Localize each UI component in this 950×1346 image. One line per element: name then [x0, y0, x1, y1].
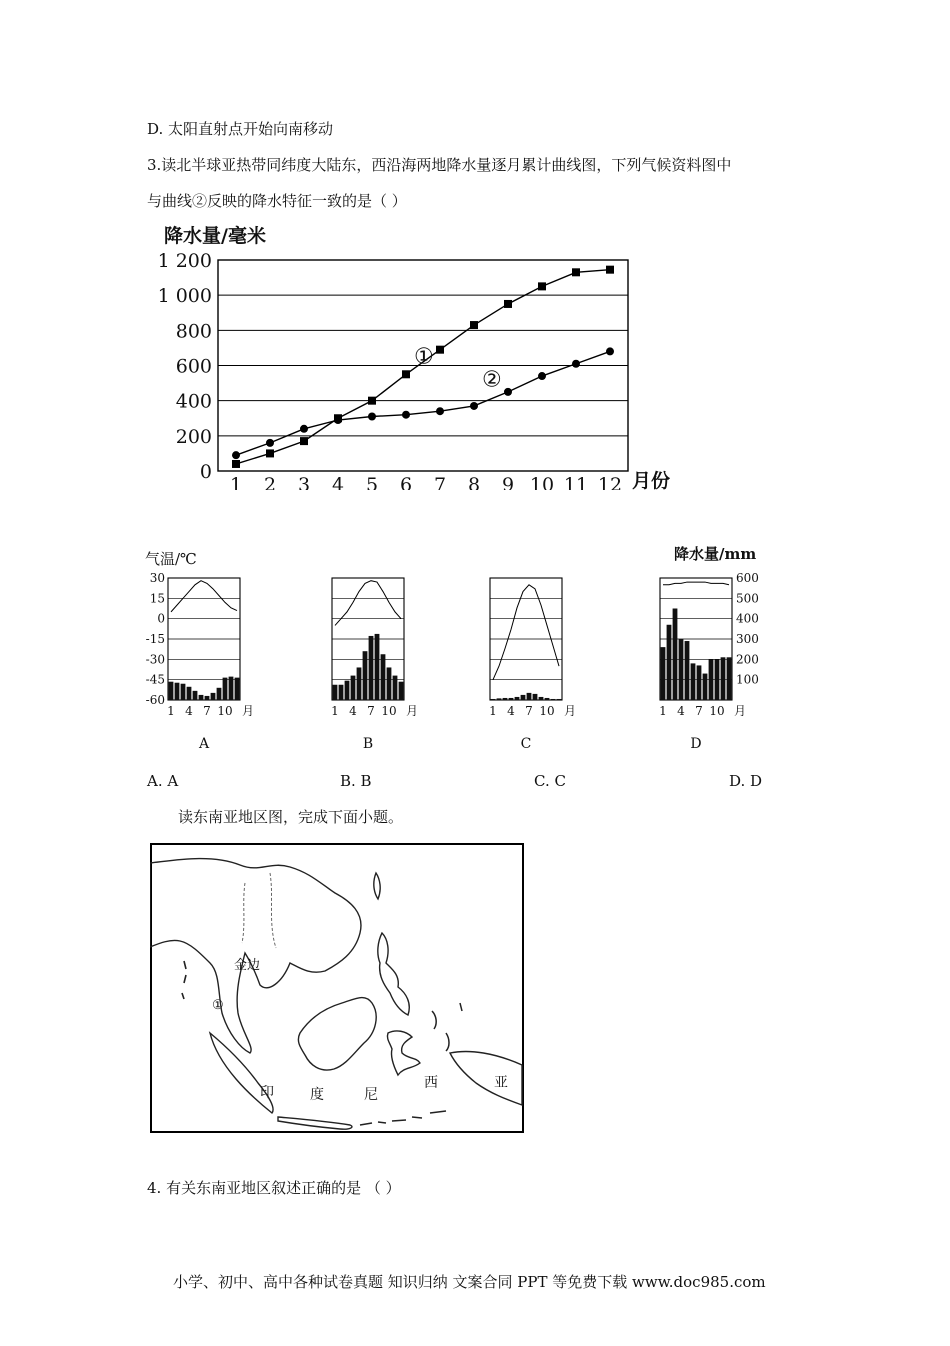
precip-bar	[703, 674, 708, 700]
series-label-2: ②	[482, 367, 502, 393]
month-label: 10	[539, 704, 555, 718]
x-tick-label: 12	[597, 474, 623, 490]
map-label-xi: 西	[424, 1075, 438, 1091]
temperature-curve	[493, 585, 559, 680]
precip-bar	[181, 684, 186, 700]
x-tick-label: 4	[331, 474, 345, 490]
map-intro: 读东南亚地区图，完成下面小题。	[178, 808, 404, 826]
y-tick-label: 600	[175, 355, 212, 378]
y-tick-label: 400	[175, 390, 212, 413]
precip-tick-label: 500	[736, 591, 759, 606]
y-tick-label: 1 000	[157, 285, 212, 308]
month-label: 10	[217, 704, 233, 718]
precip-axis-label: 降水量/mm	[674, 545, 757, 563]
precip-tick-label: 100	[736, 672, 759, 687]
precip-tick-label: 300	[736, 632, 759, 646]
precip-bar	[369, 636, 374, 700]
precip-bar	[333, 685, 338, 700]
precip-bar	[661, 647, 666, 700]
month-label: 4	[507, 704, 515, 718]
temp-tick-label: -15	[145, 632, 165, 646]
data-point-circle	[436, 407, 444, 415]
temperature-curve	[663, 582, 729, 585]
x-tick-label: 5	[365, 474, 379, 490]
question-4: 4. 有关东南亚地区叙述正确的是 （ ）	[147, 1179, 401, 1197]
temperature-curve	[171, 581, 237, 612]
question-3-line1: 3.读北半球亚热带同纬度大陆东，西沿海两地降水量逐月累计曲线图，下列气候资料图中	[147, 156, 732, 174]
x-tick-label: 10	[529, 474, 555, 490]
precip-bar	[357, 667, 362, 700]
temp-tick-label: 30	[149, 571, 165, 585]
option-a[interactable]: A. A	[147, 772, 179, 790]
chart-ylabel: 降水量/毫米	[164, 225, 266, 247]
precip-bar	[685, 641, 690, 700]
data-point-square	[402, 370, 410, 378]
question-3-line2: 与曲线②反映的降水特征一致的是（ ）	[147, 192, 407, 210]
y-tick-label: 800	[175, 320, 212, 343]
precip-bar	[491, 699, 496, 700]
month-label: 10	[381, 704, 397, 718]
precip-bar	[515, 697, 520, 700]
y-tick-label: 1 200	[157, 250, 212, 272]
data-point-circle	[538, 372, 546, 380]
precip-bar	[399, 682, 404, 700]
month-label: 4	[349, 704, 357, 718]
data-point-square	[266, 449, 274, 457]
precip-bar	[345, 681, 350, 700]
x-tick-label: 11	[563, 474, 589, 490]
precip-bar	[375, 634, 380, 700]
data-point-circle	[232, 451, 240, 459]
x-tick-label: 3	[297, 474, 311, 490]
precip-bar	[509, 698, 514, 700]
y-tick-label: 200	[175, 425, 212, 448]
data-point-circle	[504, 388, 512, 396]
precip-bar	[235, 678, 240, 700]
month-label: 7	[367, 704, 375, 718]
x-tick-label: 1	[229, 474, 243, 490]
precip-bar	[679, 639, 684, 700]
precip-bar	[223, 678, 228, 700]
precip-bar	[691, 663, 696, 700]
temp-tick-label: 15	[149, 591, 165, 606]
climate-chart-A	[167, 578, 254, 752]
month-label: 7	[203, 704, 211, 718]
x-tick-label: 9	[501, 474, 515, 490]
precip-bar	[363, 651, 368, 700]
month-unit-label: 月	[734, 704, 747, 718]
data-point-circle	[572, 360, 580, 368]
data-point-circle	[402, 411, 410, 419]
temp-tick-label: 0	[157, 611, 165, 626]
precip-bar	[387, 667, 392, 700]
precip-bar	[709, 659, 714, 700]
option-c[interactable]: C. C	[534, 772, 566, 790]
precip-bar	[527, 693, 532, 700]
temp-axis-label: 气温/℃	[145, 550, 197, 568]
option-d-previous: D. 太阳直射点开始向南移动	[147, 120, 334, 138]
data-point-square	[572, 268, 580, 276]
data-point-circle	[470, 402, 478, 410]
precip-bar	[673, 609, 678, 701]
precip-bar	[199, 695, 204, 700]
precip-tick-label: 600	[736, 571, 759, 585]
precip-bar	[193, 691, 198, 700]
precip-bar	[381, 654, 386, 700]
climate-chart-B	[331, 578, 418, 752]
option-b[interactable]: B. B	[340, 772, 372, 790]
precip-bar	[539, 697, 544, 700]
y-tick-label: 0	[199, 461, 212, 483]
month-label: 7	[695, 704, 703, 718]
map-label-marker-1: ①	[212, 998, 224, 1013]
x-tick-label: 8	[467, 474, 481, 490]
precip-bar	[697, 665, 702, 700]
precip-tick-label: 400	[736, 611, 759, 626]
month-label: 1	[331, 704, 339, 718]
data-point-square	[368, 397, 376, 405]
data-point-square	[436, 346, 444, 354]
series-label-1: ①	[414, 344, 434, 370]
precip-bar	[521, 695, 526, 700]
precip-bar	[217, 688, 222, 700]
precip-bar	[351, 676, 356, 700]
month-label: 1	[167, 704, 175, 718]
precip-bar	[545, 698, 550, 700]
precip-bar	[393, 676, 398, 700]
precip-bar	[715, 659, 720, 700]
climate-caption: B	[362, 736, 374, 752]
climate-caption: C	[520, 736, 532, 752]
map-label-ya: 亚	[494, 1075, 508, 1091]
month-label: 1	[659, 704, 667, 718]
precip-bar	[533, 694, 538, 700]
climate-chart-C	[489, 578, 576, 752]
precip-bar	[667, 625, 672, 700]
data-point-circle	[300, 425, 308, 433]
precip-tick-label: 200	[736, 652, 759, 667]
temp-tick-label: -60	[145, 693, 165, 707]
month-unit-label: 月	[406, 704, 419, 718]
x-tick-label: 6	[399, 474, 413, 490]
temp-tick-label: -45	[145, 672, 165, 687]
data-point-circle	[368, 412, 376, 420]
data-point-square	[470, 321, 478, 329]
precip-bar	[497, 698, 502, 700]
precip-bar	[339, 685, 344, 700]
data-point-circle	[606, 347, 614, 355]
precip-bar	[175, 683, 180, 700]
map-label-ni: 尼	[364, 1087, 378, 1103]
month-label: 7	[525, 704, 533, 718]
precip-bar	[205, 696, 210, 700]
data-point-square	[232, 460, 240, 468]
option-d[interactable]: D. D	[729, 772, 763, 790]
month-label: 4	[185, 704, 193, 718]
map-label-du: 度	[310, 1087, 324, 1103]
month-label: 4	[677, 704, 685, 718]
page-footer: 小学、初中、高中各种试卷真题 知识归纳 文案合同 PPT 等免费下载 www.doc985.com	[173, 1273, 766, 1291]
data-point-square	[606, 266, 614, 274]
climate-caption: A	[198, 736, 210, 752]
precip-bar	[211, 693, 216, 700]
precip-bar	[557, 699, 562, 700]
precip-bar	[727, 657, 732, 700]
data-point-circle	[266, 439, 274, 447]
climate-charts	[140, 540, 770, 760]
data-point-square	[538, 282, 546, 290]
precip-bar	[187, 687, 192, 700]
data-point-square	[300, 437, 308, 445]
month-unit-label: 月	[564, 704, 577, 718]
precip-bar	[551, 699, 556, 700]
month-label: 1	[489, 704, 497, 718]
precip-bar	[721, 657, 726, 700]
month-label: 10	[709, 704, 725, 718]
x-tick-label: 7	[433, 474, 447, 490]
map-label-phnom-penh: 金边	[234, 958, 261, 973]
precip-bar	[503, 698, 508, 700]
temp-tick-label: -30	[145, 652, 165, 667]
map-label-yin: 印	[260, 1085, 274, 1101]
precip-bar	[169, 682, 174, 700]
cumulative-precipitation-chart	[150, 220, 710, 490]
southeast-asia-map	[150, 843, 526, 1135]
month-unit-label: 月	[242, 704, 255, 718]
climate-caption: D	[690, 736, 702, 752]
precip-bar	[229, 677, 234, 700]
chart-xlabel: 月份	[632, 470, 671, 490]
data-point-circle	[334, 416, 342, 424]
data-point-square	[504, 300, 512, 308]
climate-chart-D	[659, 578, 746, 752]
x-tick-label: 2	[263, 474, 277, 490]
